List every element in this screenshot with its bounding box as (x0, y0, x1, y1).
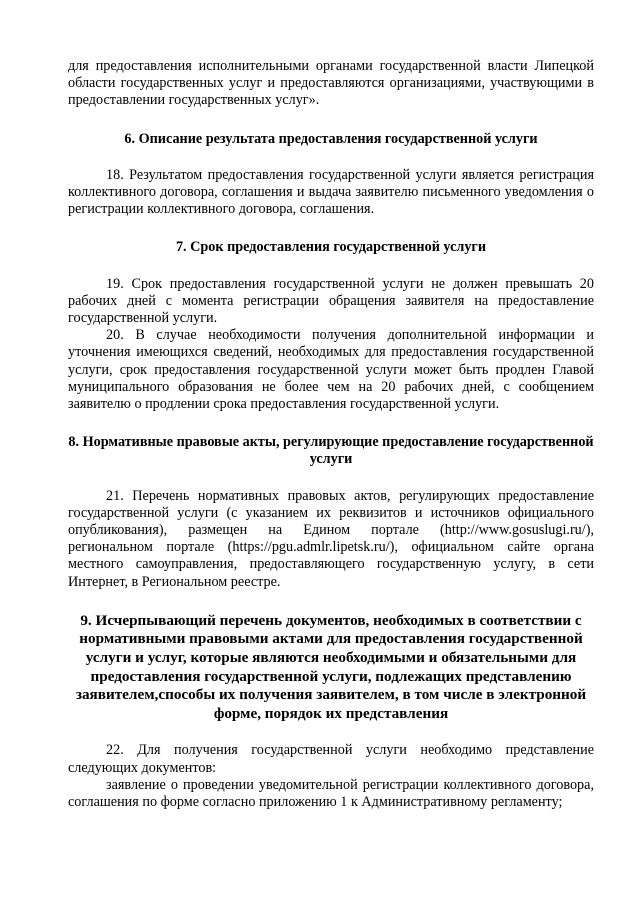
paragraph-21: 21. Перечень нормативных правовых актов, регулирующих предоставление государственной услуги (с указанием их реквизитов и источников официального опубликования), размещен на Едином портале (http://www.gosuslugi.ru/), региональном портале (https://pgu.admlr.lipetsk.ru/), официальном сайте органа местного самоуправления, предоставляющего государственную услугу, в сети Интернет, в Региональном реестре. (68, 487, 594, 590)
section-7-heading: 7. Срок предоставления государственной услуги (175, 239, 487, 256)
paragraph-19: 19. Срок предоставления государственной услуги не должен превышать 20 рабочих дней с момента регистрации обращения заявителя на предоставление государственной услуги. (68, 275, 594, 327)
paragraph-18: 18. Результатом предоставления государственной услуги является регистрация коллективного договора, соглашения и выдача заявителю письменного уведомления о регистрации коллективного договора, соглашения. (68, 166, 594, 218)
section-6-heading: 6. Описание результата предоставления государственной услуги (124, 130, 538, 147)
paragraph-20: 20. В случае необходимости получения дополнительной информации и уточнения имеющихся сведений, необходимых для предоставления государственной услуги, срок предоставления государственной услуги может быть продлен Главой муниципального образования не более чем на 20 рабочих дней, с сообщением заявителю о продлении срока предоставления государственной услуги. (68, 327, 594, 413)
paragraph-22: 22. Для получения государственной услуги необходимо представление следующих документов: (68, 742, 594, 776)
section-8-heading: 8. Нормативные правовые акты, регулирующие предоставление государственной услуги (68, 434, 594, 468)
document-body (68, 58, 594, 811)
section-9-heading: 9. Исчерпывающий перечень документов, необходимых в соответствии с нормативными правовыми актами для предоставления государственной услуги и услуг, которые являются необходимыми и обязательными для предоставления государственной услуги, подлежащих представлению заявителем,способы их получения заявителем, в том числе в электронной форме, порядок их представления (75, 611, 587, 722)
paragraph-22-item-application: заявление о проведении уведомительной регистрации коллективного договора, соглашения по форме согласно приложению 1 к Административному регламенту; (68, 776, 594, 811)
intro-paragraph: для предоставления исполнительными органами государственной власти Липецкой области государственных услуг и предоставляются организациями, участвующими в предоставлении государственных услуг». (68, 58, 594, 109)
